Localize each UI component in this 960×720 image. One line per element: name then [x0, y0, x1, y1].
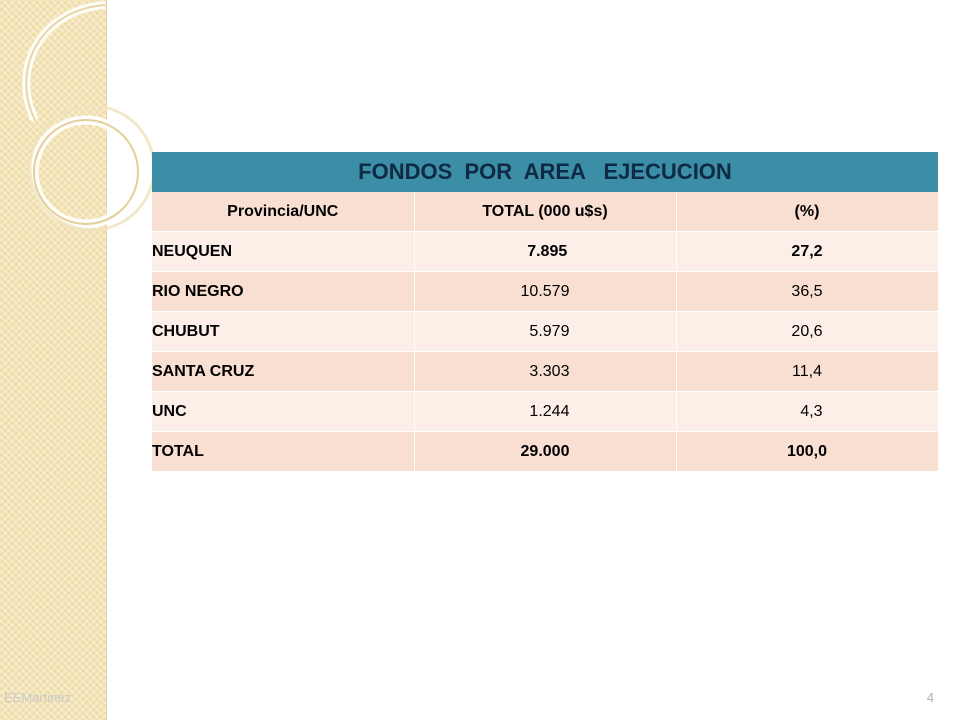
cell-total: 5.979: [414, 312, 676, 352]
funds-table: [152, 192, 939, 472]
cell-total: 1.244: [414, 392, 676, 432]
cell-pct: 27,2: [676, 232, 938, 272]
table-row: [152, 352, 938, 392]
cell-total: 10.579: [414, 272, 676, 312]
cell-pct: 20,6: [676, 312, 938, 352]
cell-provincia: RIO NEGRO: [152, 272, 414, 312]
cell-total: 3.303: [414, 352, 676, 392]
table-row: [152, 272, 938, 312]
table-row: [152, 312, 938, 352]
table-row: [152, 232, 938, 272]
cell-total: 29.000: [414, 432, 676, 472]
cell-pct: 100,0: [676, 432, 938, 472]
cell-provincia: TOTAL: [152, 432, 414, 472]
cell-provincia: CHUBUT: [152, 312, 414, 352]
cell-pct: 11,4: [676, 352, 938, 392]
table-title: FONDOS POR AREA EJECUCION: [152, 152, 938, 192]
cell-pct: 36,5: [676, 272, 938, 312]
table-row-total: [152, 432, 938, 472]
table-row: [152, 392, 938, 432]
table-header-row: [152, 192, 938, 232]
cell-provincia: SANTA CRUZ: [152, 352, 414, 392]
header-total: TOTAL (000 u$s): [414, 192, 676, 232]
header-provincia: Provincia/UNC: [152, 192, 414, 232]
footer-author: EEMartinez: [4, 690, 72, 705]
cell-provincia: UNC: [152, 392, 414, 432]
header-pct: (%): [676, 192, 938, 232]
cell-total: 7.895: [414, 232, 676, 272]
page-number: 4: [926, 690, 934, 705]
cell-provincia: NEUQUEN: [152, 232, 414, 272]
cell-pct: 4,3: [676, 392, 938, 432]
